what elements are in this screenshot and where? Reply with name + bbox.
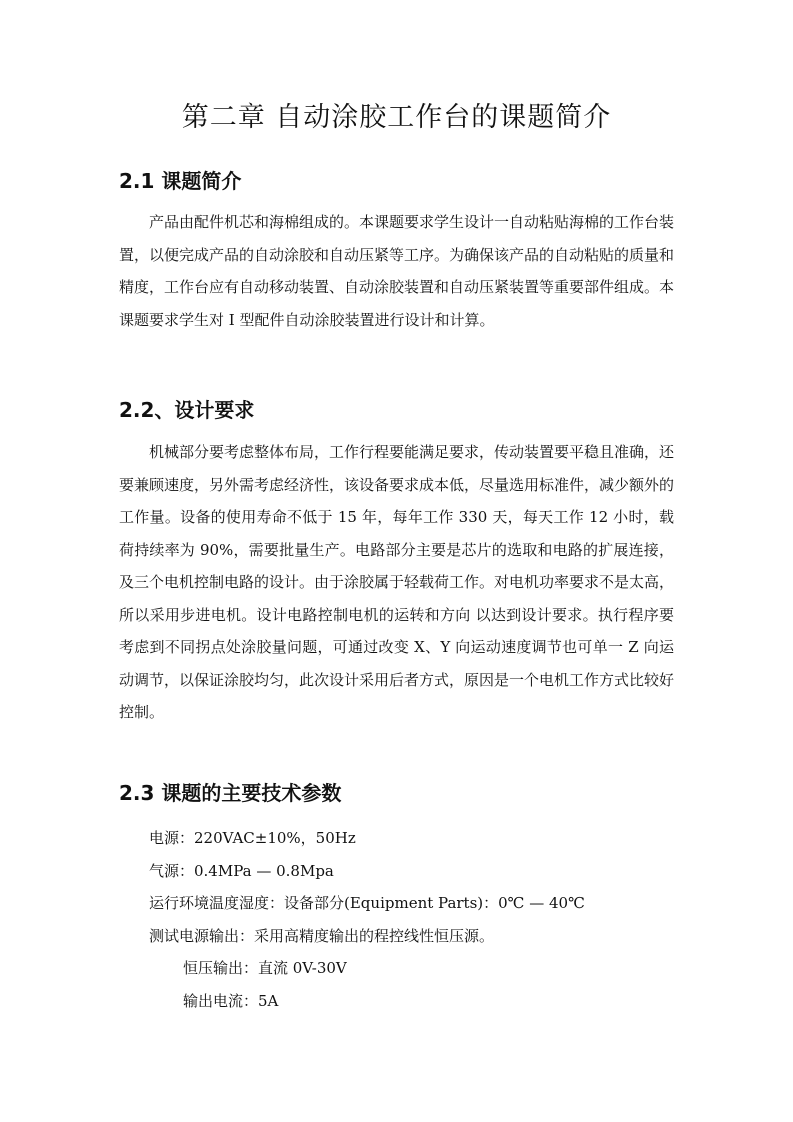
section-heading-2-1: 2.1 课题简介	[119, 169, 242, 193]
section-heading-2-3: 2.3 课题的主要技术参数	[119, 781, 342, 805]
section-paragraph-2-2: 机械部分要考虑整体布局，工作行程要能满足要求，传动装置要平稳且准确，还要兼顾速度，另外需考虑经济性，该设备要求成本低，尽量选用标准件，减少额外的工作量。设备的使用寿命不低于 15 年，每年工作 330 天，每天工作 12 小时，载荷持续率为 90%，需要批量生产。电路部分主要是芯片的选取和电路的扩展连接，及三个电机控制电路的设计。由于涂胶属于轻载荷工作。对电机功率要求不是太高，所以采用步进电机。设计电路控制电机的运转和方向 以达到设计要求。执行程序要考虑到不同拐点处涂胶量问题，可通过改变 X、Y 向运动速度调节也可单一 Z 向运动调节，以保证涂胶均匀，此次设计采用后者方式，原因是一个电机工作方式比较好控制。	[119, 443, 675, 721]
param-environment: 运行环境温度湿度：设备部分(Equipment Parts)：0℃ — 40℃	[149, 894, 585, 912]
param-air-supply: 气源：0.4MPa — 0.8Mpa	[149, 862, 334, 880]
param-power-supply: 电源：220VAC±10%，50Hz	[149, 829, 356, 847]
section-paragraph-2-1: 产品由配件机芯和海棉组成的。本课题要求学生设计一自动粘贴海棉的工作台装置，以便完成产品的自动涂胶和自动压紧等工序。为确保该产品的自动粘贴的质量和精度，工作台应有自动移动装置、自动涂胶装置和自动压紧装置等重要部件组成。本课题要求学生对 I 型配件自动涂胶装置进行设计和计算。	[119, 213, 675, 329]
param-test-power-output: 测试电源输出：采用高精度输出的程控线性恒压源。	[149, 927, 495, 945]
chapter-title: 第二章 自动涂胶工作台的课题简介	[181, 102, 612, 133]
param-output-current: 输出电流：5A	[183, 992, 279, 1010]
section-heading-2-2: 2.2、设计要求	[119, 398, 255, 422]
param-constant-voltage: 恒压输出：直流 0V-30V	[183, 959, 347, 977]
